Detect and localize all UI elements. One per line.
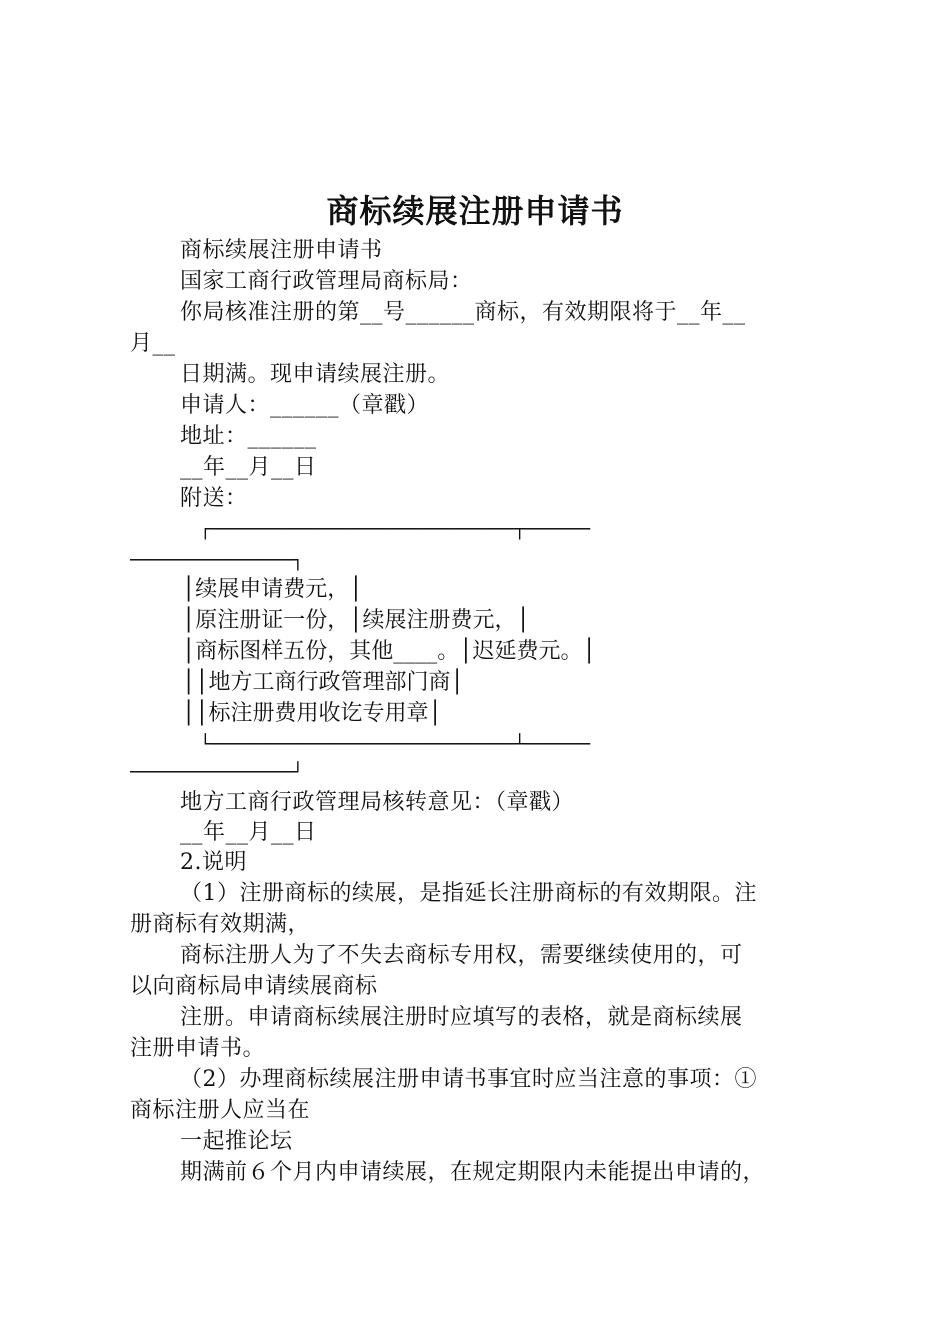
text-line: 申请人：______（章戳） xyxy=(180,393,430,418)
text-line: 注册。申请商标续展注册时应填写的表格，就是商标续展 xyxy=(180,1005,743,1030)
text-line: 你局核准注册的第__号______商标，有效期限将于__年__ xyxy=(180,300,746,325)
text-line: 商标注册人为了不失去商标专用权，需要继续使用的，可 xyxy=(180,943,743,968)
text-line: 地方工商行政管理局核转意见：（章戳） xyxy=(180,790,575,815)
table-row: │续展申请费元，│ xyxy=(182,577,363,602)
text-line: 日期满。现申请续展注册。 xyxy=(180,362,451,387)
table-border-bottom: └────────────────────────────┴────── xyxy=(200,734,591,755)
table-border-bottom-cont: ───────────────┘ xyxy=(130,762,304,783)
section-heading: 2.说明 xyxy=(180,850,247,875)
table-row: │商标图样五份，其他____。│迟延费元。│ xyxy=(182,639,596,664)
table-row: │原注册证一份，│续展注册费元，│ xyxy=(182,608,530,633)
text-line: 商标续展注册申请书 xyxy=(180,238,383,263)
text-line: __年__月__日 xyxy=(180,455,317,480)
text-line: 月__ xyxy=(130,331,176,356)
text-line: 国家工商行政管理局商标局： xyxy=(180,269,473,294)
text-line: 附送： xyxy=(180,486,248,511)
text-line: （2）办理商标续展注册申请书事宜时应当注意的事项：① xyxy=(180,1067,757,1092)
text-line: 注册申请书。 xyxy=(130,1036,266,1061)
text-line: 商标注册人应当在 xyxy=(130,1098,311,1123)
document-title: 商标续展注册申请书 xyxy=(326,192,624,230)
table-border-top-cont: ───────────────┐ xyxy=(130,550,304,571)
text-line: 册商标有效期满， xyxy=(130,912,311,937)
text-line: （1）注册商标的续展，是指延长注册商标的有效期限。注 xyxy=(180,881,757,906)
text-line: 期满前６个月内申请续展，在规定期限内未能提出申请的， xyxy=(180,1160,766,1185)
table-row: ││标注册费用收讫专用章│ xyxy=(182,701,442,726)
text-line: 一起推论坛 xyxy=(180,1129,293,1154)
text-line: 以向商标局申请续展商标 xyxy=(130,974,378,999)
text-line: __年__月__日 xyxy=(180,820,317,845)
table-row: ││地方工商行政管理部门商│ xyxy=(182,670,464,695)
table-border-top: ┌────────────────────────────┬────── xyxy=(200,519,591,540)
text-line: 地址：______ xyxy=(180,424,317,449)
